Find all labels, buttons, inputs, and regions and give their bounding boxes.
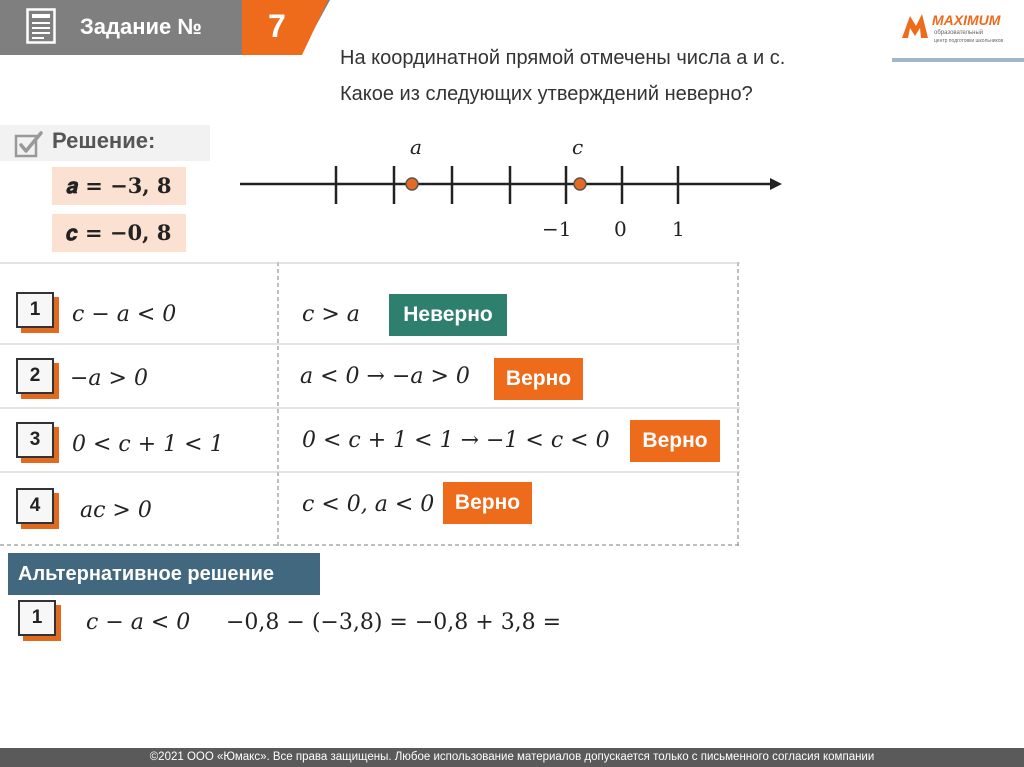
verdict-badge-wrong: Неверно: [389, 294, 507, 336]
maximum-logo: [898, 8, 1018, 54]
logo-underline: [892, 58, 1024, 62]
verdict-badge-right: Верно: [443, 482, 532, 524]
c-value-box: 𝒄 = −𝟎, 𝟖: [52, 214, 186, 252]
a-value-box: 𝒂 = −𝟑, 𝟖: [52, 167, 186, 205]
footer-copyright: ©2021 ООО «Юмакс». Все права защищены. Любое использование материалов допускается только с письменного согласия компании: [0, 748, 1024, 767]
option-statement-2: −a > 0: [70, 366, 148, 391]
alternative-statement: c − a < 0: [86, 610, 191, 635]
point-c: [574, 178, 586, 190]
option-number-1[interactable]: 1: [16, 292, 54, 328]
option-statement-4: ac > 0: [80, 498, 152, 523]
verdict-badge-right: Верно: [630, 420, 720, 462]
logo-tagline-2: центр подготовки школьников: [934, 38, 1004, 44]
option-reasoning-4: c < 0, a < 0: [302, 492, 435, 517]
option-reasoning-3: 0 < c + 1 < 1 → −1 < c < 0: [302, 428, 610, 453]
tick-label-one: 1: [672, 217, 685, 241]
logo-mark-icon: [898, 10, 932, 44]
point-a: [406, 178, 418, 190]
question-line-2: Какое из следующих утверждений неверно?: [340, 83, 753, 105]
task-number: 7: [268, 8, 286, 44]
option-statement-3: 0 < c + 1 < 1: [72, 432, 224, 457]
option-number-3[interactable]: 3: [16, 422, 54, 458]
question-text: [340, 40, 940, 112]
alternative-option-number[interactable]: 1: [18, 600, 56, 636]
alternative-calculation: −0,8 − (−3,8) = −0,8 + 3,8 =: [226, 610, 562, 635]
point-c-label: c: [572, 135, 584, 159]
arrow-right-icon: [770, 178, 782, 190]
tick-label-minus-one: −1: [542, 217, 572, 241]
logo-brand: MAXIMUM: [932, 12, 1001, 28]
task-label: Задание №: [80, 14, 202, 39]
solution-label: Решение:: [52, 128, 156, 153]
tick-label-zero: 0: [614, 217, 627, 241]
alternative-solution-header: Альтернативное решение: [8, 553, 320, 595]
option-reasoning-2: a < 0 → −a > 0: [300, 364, 470, 389]
document-icon: [26, 8, 56, 44]
option-reasoning-1: c > a: [302, 302, 360, 327]
number-line: [230, 130, 790, 250]
option-number-4[interactable]: 4: [16, 488, 54, 524]
option-statement-1: c − a < 0: [72, 302, 177, 327]
logo-tagline-1: образовательный: [934, 30, 984, 36]
question-line-1: На координатной прямой отмечены числа а и с.: [340, 47, 786, 69]
option-number-2[interactable]: 2: [16, 358, 54, 394]
point-a-label: a: [410, 135, 422, 159]
checkbox-checked-icon: [14, 130, 44, 158]
verdict-badge-right: Верно: [494, 358, 583, 400]
